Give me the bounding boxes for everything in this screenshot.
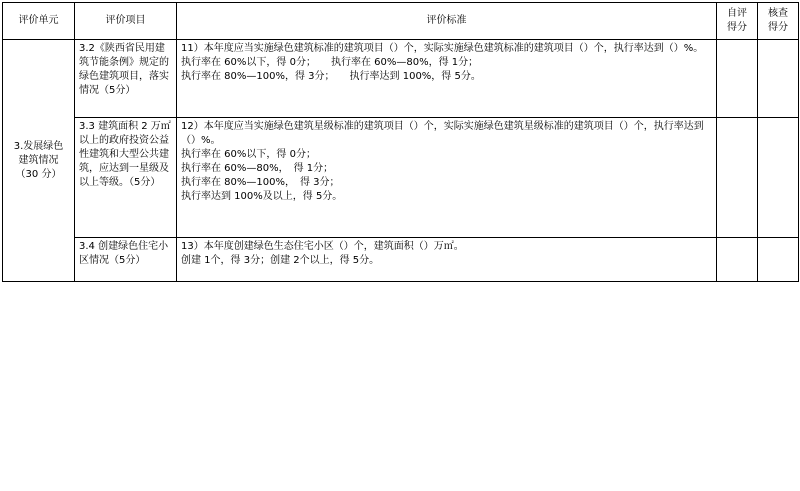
table-row bbox=[3, 118, 799, 238]
header-check-score: 核查 得分 bbox=[758, 3, 799, 40]
unit-cell: 3.发展绿色 建筑情况 （30 分） bbox=[3, 40, 75, 282]
table-row bbox=[3, 40, 799, 118]
self-score-cell bbox=[717, 40, 758, 118]
table-row bbox=[3, 238, 799, 282]
header-self-score: 自评 得分 bbox=[717, 3, 758, 40]
item-cell: 3.3 建筑面积 2 万㎡以上的政府投资公益性建筑和大型公共建筑，应达到一星级及以上等级。（5分） bbox=[75, 118, 177, 238]
header-item: 评价项目 bbox=[75, 3, 177, 40]
check-score-cell bbox=[758, 238, 799, 282]
header-unit: 评价单元 bbox=[3, 3, 75, 40]
self-score-cell bbox=[717, 238, 758, 282]
criteria-cell: 11）本年度应当实施绿色建筑标准的建筑项目（）个，实际实施绿色建筑标准的建筑项目（）个，执行率达到（）%。 执行率在 60%以下，得 0分； 执行率在 60%—80%，得 1分； 执行率在 80%—100%，得 3分； 执行率达到 100%，得 5分。 bbox=[177, 40, 717, 118]
criteria-cell: 12）本年度应当实施绿色建筑星级标准的建筑项目（）个，实际实施绿色建筑星级标准的建筑项目（）个，执行率达到（）%。 执行率在 60%以下，得 0分； 执行率在 60%—80%， 得 1分； 执行率在 80%—100%， 得 3分； 执行率达到 100%及以上，得 5分。 bbox=[177, 118, 717, 238]
evaluation-table bbox=[2, 2, 799, 282]
criteria-cell: 13）本年度创建绿色生态住宅小区（）个，建筑面积（）万㎡。 创建 1个，得 3分；创建 2个以上，得 5分。 bbox=[177, 238, 717, 282]
self-score-cell bbox=[717, 118, 758, 238]
check-score-cell bbox=[758, 118, 799, 238]
item-cell: 3.2《陕西省民用建筑节能条例》规定的绿色建筑项目，落实情况（5分） bbox=[75, 40, 177, 118]
item-cell: 3.4 创建绿色住宅小区情况（5分） bbox=[75, 238, 177, 282]
header-criteria: 评价标准 bbox=[177, 3, 717, 40]
check-score-cell bbox=[758, 40, 799, 118]
header-row bbox=[3, 3, 799, 40]
